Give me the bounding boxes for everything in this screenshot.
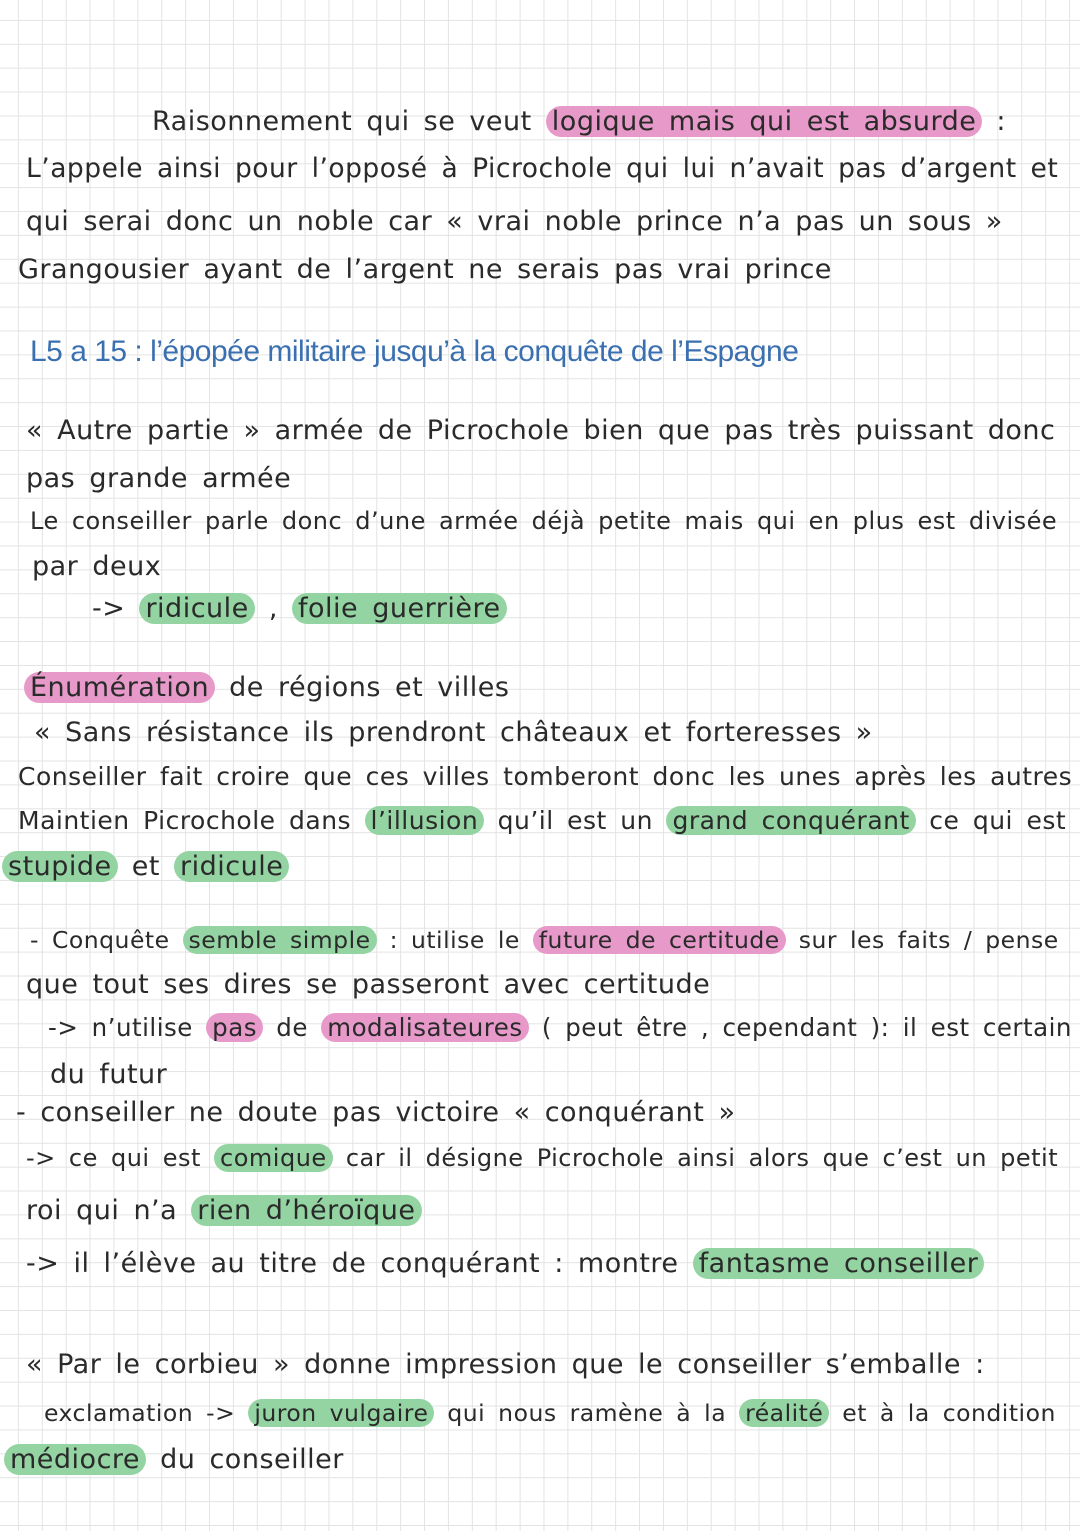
note-text: du conseiller	[146, 1444, 344, 1475]
note-line	[26, 1245, 984, 1283]
note-line: Conseiller fait croire que ces villes tomberont donc les unes après les autres	[18, 762, 1073, 791]
note-text: sur les faits / pense	[785, 926, 1059, 954]
highlight-green: comique	[214, 1144, 333, 1172]
highlight-green: réalité	[739, 1399, 829, 1427]
note-text: -> n’utilise	[48, 1013, 207, 1042]
note-text: Maintien Picrochole dans	[18, 806, 365, 835]
note-text: et	[117, 851, 175, 882]
highlight-pink: pas	[206, 1013, 263, 1042]
note-line: « Par le corbieu » donne impression que le conseiller s’emballe :	[26, 1349, 985, 1380]
note-line: Le conseiller parle donc d’une armée déjà petite mais qui en plus est divisée	[30, 507, 1058, 535]
note-text: ,	[254, 593, 293, 624]
note-text: exclamation ->	[44, 1399, 249, 1427]
highlight-green: folie guerrière	[292, 593, 507, 624]
highlight-green: semble simple	[183, 926, 377, 954]
highlight-green: médiocre	[4, 1444, 146, 1475]
note-line	[44, 1394, 1056, 1432]
note-line: « Sans résistance ils prendront châteaux et forteresses »	[34, 717, 873, 748]
note-line: du futur	[50, 1059, 168, 1090]
highlight-green: l’illusion	[365, 806, 485, 835]
note-line	[24, 669, 509, 707]
highlight-pink: Énumération	[24, 672, 215, 703]
highlight-pink: modalisateures	[321, 1013, 528, 1042]
note-line: que tout ses dires se passeront avec certitude	[26, 969, 711, 1000]
note-line	[92, 590, 507, 628]
note-text: de régions et villes	[215, 672, 510, 703]
note-line	[4, 1441, 344, 1479]
note-text: - Conquête	[30, 926, 183, 954]
note-text: ce qui est	[915, 806, 1067, 835]
note-text: et à la condition	[829, 1399, 1056, 1427]
note-line: L’appele ainsi pour l’opposé à Picrochole qui lui n’avait pas d’argent et	[26, 153, 1059, 184]
highlight-green: stupide	[2, 851, 118, 882]
note-line: - conseiller ne doute pas victoire « conquérant »	[16, 1097, 736, 1128]
highlight-green: ridicule	[174, 851, 289, 882]
note-line	[26, 1192, 422, 1230]
note-text: :	[982, 106, 1007, 137]
note-text: qu’il est un	[484, 806, 667, 835]
note-line: Grangousier ayant de l’argent ne serais pas vrai prince	[18, 254, 832, 285]
note-line: par deux	[32, 551, 162, 582]
note-text: -> ce qui est	[26, 1144, 215, 1172]
highlight-green: fantasme conseiller	[693, 1248, 985, 1279]
highlight-green: juron vulgaire	[248, 1399, 434, 1427]
highlight-green: grand conquérant	[666, 806, 915, 835]
highlight-green: ridicule	[139, 593, 254, 624]
note-text: car il désigne Picrochole ainsi alors que c’est un petit	[332, 1144, 1059, 1172]
note-line: « Autre partie » armée de Picrochole bien que pas très puissant donc	[26, 415, 1056, 446]
highlight-green: rien d’héroïque	[191, 1195, 421, 1226]
note-line	[18, 802, 1066, 840]
note-text: qui nous ramène à la	[434, 1399, 740, 1427]
note-line	[2, 848, 289, 886]
highlight-pink: logique mais qui est absurde	[546, 106, 983, 137]
note-text: ( peut être , cependant ): il est certain	[528, 1013, 1072, 1042]
section-title: L5 a 15 : l’épopée militaire jusqu’à la conquête de l’Espagne	[30, 335, 799, 368]
note-line: pas grande armée	[26, 463, 292, 494]
note-line: qui serai donc un noble car « vrai noble prince n’a pas un sous »	[26, 206, 1003, 237]
note-line	[152, 103, 1006, 141]
highlight-pink: future de certitude	[533, 926, 786, 954]
arrow-text: ->	[92, 593, 140, 624]
note-line	[30, 921, 1059, 959]
note-text: roi qui n’a	[26, 1195, 192, 1226]
note-text: de	[263, 1013, 322, 1042]
note-line	[48, 1009, 1072, 1047]
note-text: Raisonnement qui se veut	[152, 106, 546, 137]
note-text: -> il l’élève au titre de conquérant : montre	[26, 1248, 693, 1279]
note-text: : utilise le	[376, 926, 533, 954]
note-line	[26, 1139, 1058, 1177]
